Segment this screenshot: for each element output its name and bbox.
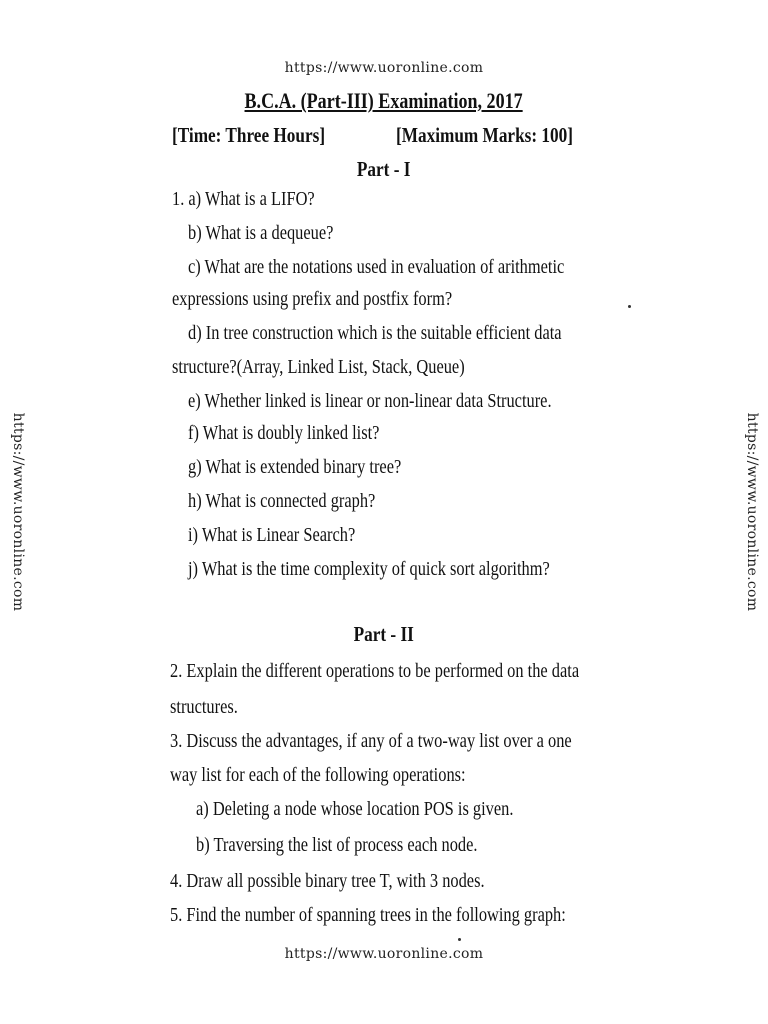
scan-speck [458,938,461,941]
watermark-right: https://www.uoronline.com [744,412,760,612]
question-3-cont: way list for each of the following operations: [170,764,466,786]
question-1d-cont: structure?(Array, Linked List, Stack, Queue) [172,356,465,378]
question-1f: f) What is doubly linked list? [188,422,380,444]
question-1c: c) What are the notations used in evaluation of arithmetic [188,256,565,278]
question-1j: j) What is the time complexity of quick sort algorithm? [188,558,550,580]
exam-time: [Time: Three Hours] [172,123,326,147]
question-1g: g) What is extended binary tree? [188,456,402,478]
watermark-top: https://www.uoronline.com [284,60,484,76]
question-1d: d) In tree construction which is the suitable efficient data [188,322,562,344]
scan-speck [628,305,631,308]
part2-heading: Part - II [353,622,415,646]
question-2: 2. Explain the different operations to be performed on the data [170,660,580,682]
question-3b: b) Traversing the list of process each node. [196,834,478,856]
question-3a: a) Deleting a node whose location POS is given. [196,798,514,820]
question-1b: b) What is a dequeue? [188,222,334,244]
question-1i: i) What is Linear Search? [188,524,356,546]
question-5: 5. Find the number of spanning trees in the following graph: [170,904,566,926]
exam-max-marks: [Maximum Marks: 100] [396,123,573,147]
watermark-left: https://www.uoronline.com [10,412,26,612]
question-1h: h) What is connected graph? [188,490,376,512]
question-4: 4. Draw all possible binary tree T, with 3 nodes. [170,870,485,892]
question-1c-cont: expressions using prefix and postfix form? [172,288,453,310]
question-1e: e) Whether linked is linear or non-linear data Structure. [188,390,552,412]
question-3: 3. Discuss the advantages, if any of a two-way list over a one [170,730,572,752]
question-1a: 1. a) What is a LIFO? [172,188,315,210]
question-2-cont: structures. [170,696,238,718]
part1-heading: Part - I [357,157,411,181]
watermark-bottom: https://www.uoronline.com [284,946,484,962]
exam-title: B.C.A. (Part-III) Examination, 2017 [244,88,524,113]
